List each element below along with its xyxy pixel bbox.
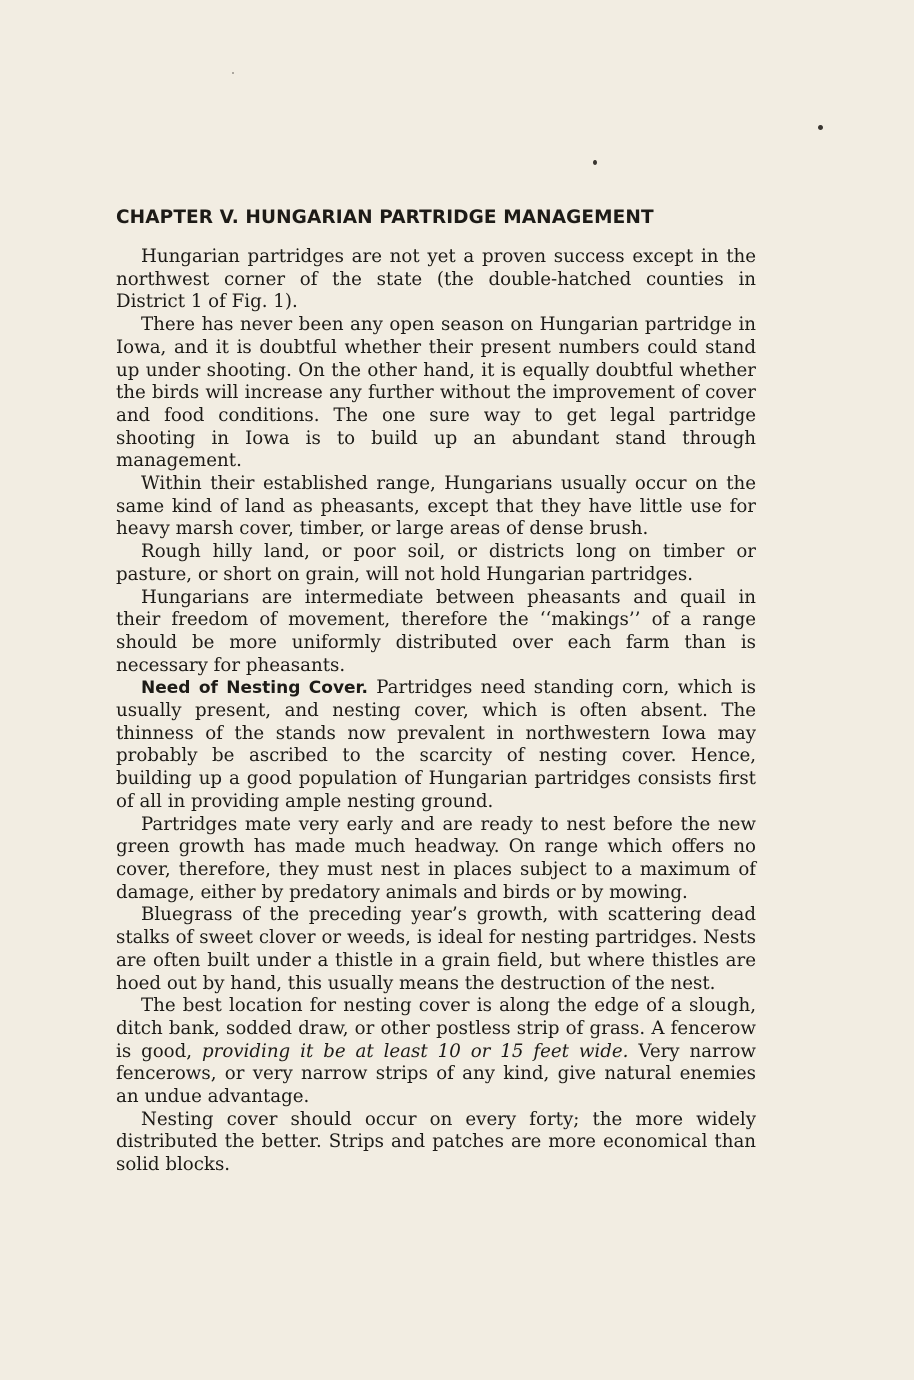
paragraph-text: Hungarian partridges are not yet a proven success except in the northwest corner of the state (the double-hatched counties in District 1 of Fig. 1).	[116, 246, 756, 313]
paragraph	[116, 814, 756, 905]
scan-speck	[818, 125, 823, 130]
scan-speck	[232, 72, 234, 74]
paragraph-text: Rough hilly land, or poor soil, or districts long on timber or pasture, or short on grain, will not hold Hungarian partridges.	[116, 541, 756, 585]
paragraph	[116, 246, 756, 314]
emphasis-text: providing it be at least 10 or 15 feet wide.	[202, 1040, 629, 1062]
paragraph-text: There has never been any open season on Hungarian partridge in Iowa, and it is doubtful whether their present numbers could stand up under shooting. On the other hand, it is equally doubtful whether the birds will increase any further without the improvement of cover and food conditions. The one sure way to get legal partridge shooting in Iowa is to build up an abundant stand through management.	[116, 314, 756, 472]
paragraph-text: Nesting cover should occur on every forty; the more widely distributed the better. Strips and patches are more economical than solid blocks.	[116, 1108, 756, 1176]
section-heading: Need of Nesting Cover.	[141, 678, 368, 699]
paragraph	[116, 587, 756, 678]
paragraph-text: Partridges need standing corn, which is usually present, and nesting cover, which is often absent. The thinness of the stands now prevalent in northwestern Iowa may probably be ascribed to the scarcity of nesting cover. Hence, building up a good population of Hungarian partridges consists first of all in providing ample nesting ground.	[116, 677, 756, 812]
paragraph	[116, 677, 756, 813]
paragraph	[116, 995, 756, 1109]
paragraph-text: Bluegrass of the preceding year’s growth, with scattering dead stalks of sweet clover or weeds, is ideal for nesting partridges. Nests are often built under a thistle in a grain field, but where thistles are hoed out by hand, this usually means the destruction of the nest.	[116, 904, 756, 994]
paragraph	[116, 473, 756, 541]
document-page	[116, 204, 756, 1177]
chapter-title: CHAPTER V. HUNGARIAN PARTRIDGE MANAGEMENT	[116, 207, 654, 228]
paragraph-text: Within their established range, Hungarians usually occur on the same kind of land as pheasants, except that they have little use for heavy marsh cover, timber, or large areas of dense brush.	[116, 473, 756, 540]
paragraph	[116, 904, 756, 995]
paragraph	[116, 314, 756, 473]
paragraph-text: Partridges mate very early and are ready to nest before the new green growth has made much headway. On range which offers no cover, therefore, they must nest in places subject to a maximum of damage, either by predatory animals and birds or by mowing.	[116, 813, 756, 903]
scan-speck	[593, 160, 597, 165]
paragraph	[116, 541, 756, 586]
paragraph-text: Hungarians are intermediate between pheasants and quail in their freedom of movement, therefore the ‘‘makings’’ of a range should be more uniformly distributed over each farm than is necessary for pheasants.	[116, 586, 756, 676]
paragraph-text: Very narrow fencerows, or very narrow strips of any kind, give natural enemies an undue advantage.	[116, 1040, 756, 1108]
paragraph	[116, 1109, 756, 1177]
paragraph-text: The best location for nesting cover is along the edge of a slough, ditch bank, sodded draw, or other postless strip of grass. A fencerow is good,	[116, 995, 756, 1062]
